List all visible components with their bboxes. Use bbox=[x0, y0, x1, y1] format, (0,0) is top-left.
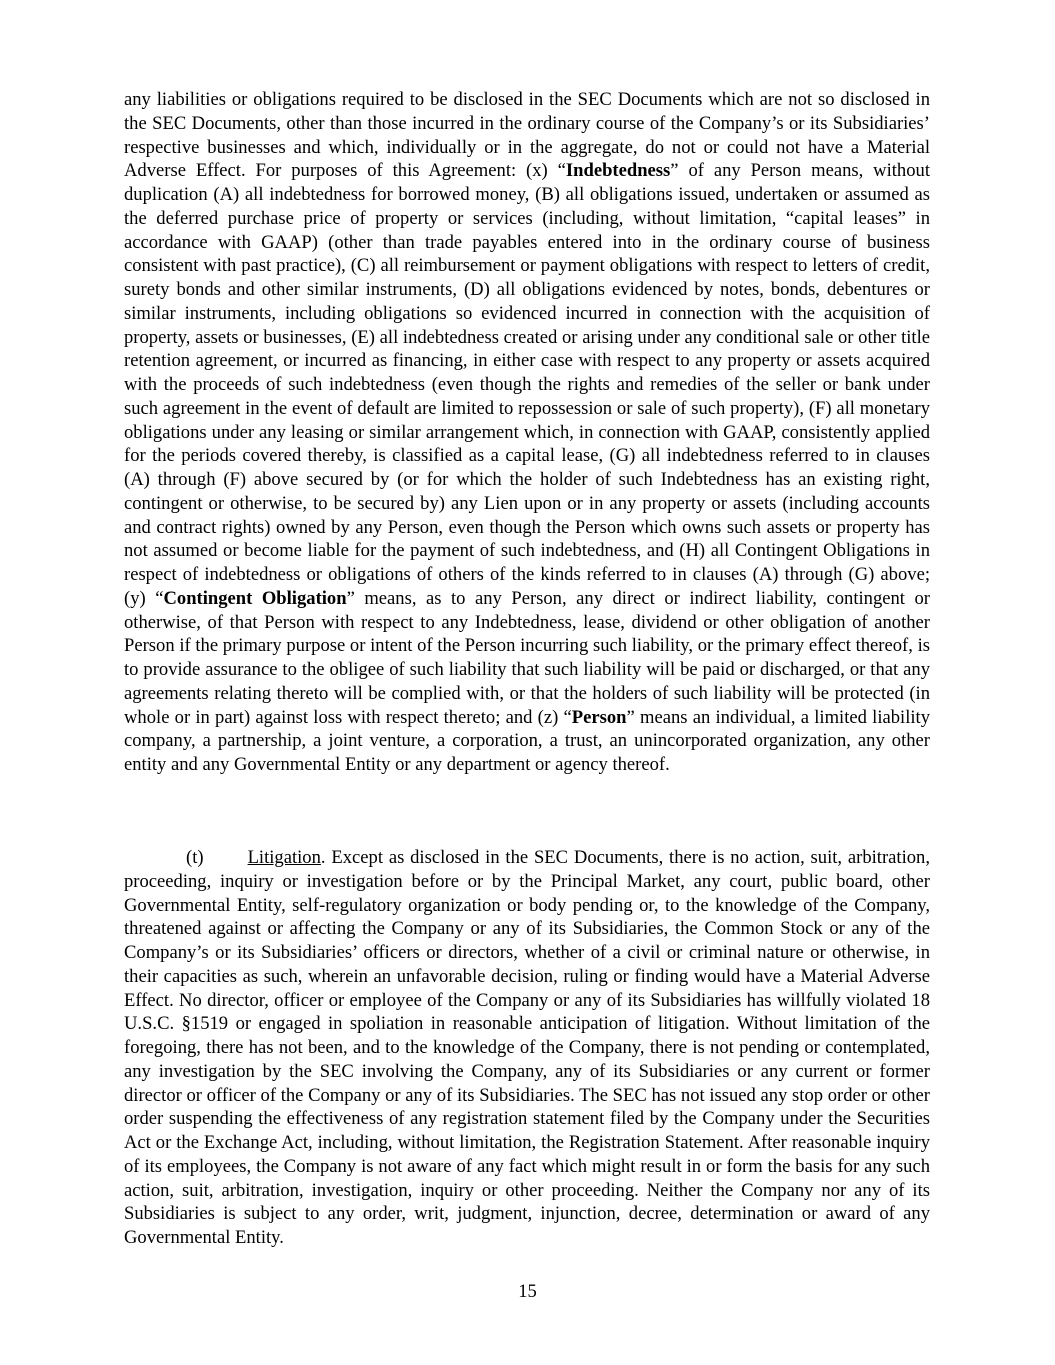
section-label: (t) bbox=[186, 847, 204, 868]
page-number: 15 bbox=[518, 1281, 537, 1302]
defined-term-contingent-obligation: Contingent Obligation bbox=[163, 587, 347, 609]
paragraph-definitions bbox=[124, 88, 930, 777]
paragraph-text: . Except as disclosed in the SEC Documents, there is no action, suit, arbitration, proceeding, inquiry or investigation before or by the Principal Market, any court, public board, other Governmental Entity, self-regulatory organization or body pending or, to the knowledge of the Company, threatened against or affecting the Company or any of its Subsidiaries, the Common Stock or any of the Company’s or its Subsidiaries’ officers or directors, whether of a civil or criminal nature or otherwise, in their capacities as such, wherein an unfavorable decision, ruling or finding would have a Material Adverse Effect. No director, officer or employee of the Company or any of its Subsidiaries has willfully violated 18 U.S.C. §1519 or engaged in spoliation in reasonable anticipation of litigation. Without limitation of the foregoing, there has not been, and to the knowledge of the Company, there is not pending or contemplated, any investigation by the SEC involving the Company, any of its Subsidiaries or any current or former director or officer of the Company or any of its Subsidiaries. The SEC has not issued any stop order or other order suspending the effectiveness of any registration statement filed by the Company under the Securities Act or the Exchange Act, including, without limitation, the Registration Statement. After reasonable inquiry of its employees, the Company is not aware of any fact which might result in or form the basis for any such action, suit, arbitration, investigation, inquiry or other proceeding. Neither the Company nor any of its Subsidiaries is subject to any order, writ, judgment, injunction, decree, determination or award of any Governmental Entity. bbox=[124, 847, 930, 1248]
paragraph-text: ” means an individual, a limited liability company, a partnership, a joint venture, a corporation, a trust, an unincorporated organization, any other entity and any Governmental Entity or any department or agency thereof. bbox=[124, 706, 930, 775]
paragraph-text: ” means, as to any Person, any direct or indirect liability, contingent or otherwise, of that Person with respect to any Indebtedness, lease, dividend or other obligation of another Person if the primary purpose or intent of the Person incurring such liability, or the primary effect thereof, is to provide assurance to the obligee of such liability that such liability will be paid or discharged, or that any agreements relating thereto will be complied with, or that the holders of such liability will be protected (in whole or in part) against loss with respect thereto; and (z) “ bbox=[124, 587, 930, 728]
paragraph-text: any liabilities or obligations required to be disclosed in the SEC Documents which are not so disclosed in the SEC Documents, other than those incurred in the ordinary course of the Company’s or its Subsidiaries’ respective businesses and which, individually or in the aggregate, do not or could not have a Material Adverse Effect. For purposes of this Agreement: (x) “ bbox=[124, 89, 930, 182]
paragraph-litigation bbox=[124, 846, 930, 1250]
section-heading: Litigation bbox=[247, 847, 321, 868]
paragraph-text: ” of any Person means, without duplication (A) all indebtedness for borrowed money, (B) all obligations issued, undertaken or assumed as the deferred purchase price of property or services (including, without limitation, “capital leases” in accordance with GAAP) (other than trade payables entered into in the ordinary course of business consistent with past practice), (C) all reimbursement or payment obligations with respect to letters of credit, surety bonds and other similar instruments, (D) all obligations evidenced by notes, bonds, debentures or similar instruments, including obligations so evidenced incurred in connection with the acquisition of property, assets or businesses, (E) all indebtedness created or arising under any conditional sale or other title retention agreement, or incurred as financing, in either case with respect to any property or assets acquired with the proceeds of such indebtedness (even though the rights and remedies of the seller or bank under such agreement in the event of default are limited to repossession or sale of such property), (F) all monetary obligations under any leasing or similar arrangement which, in connection with GAAP, consistently applied for the periods covered thereby, is classified as a capital lease, (G) all indebtedness referred to in clauses (A) through (F) above secured by (or for which the holder of such Indebtedness has an existing right, contingent or otherwise, to be secured by) any Lien upon or in any property or assets (including accounts and contract rights) owned by any Person, even though the Person which owns such assets or property has not assumed or become liable for the payment of such indebtedness, and (H) all Contingent Obligations in respect of indebtedness or obligations of others of the kinds referred to in clauses (A) through (G) above; (y) “ bbox=[124, 160, 930, 609]
defined-term-person: Person bbox=[571, 706, 627, 728]
defined-term-indebtedness: Indebtedness bbox=[565, 160, 671, 182]
